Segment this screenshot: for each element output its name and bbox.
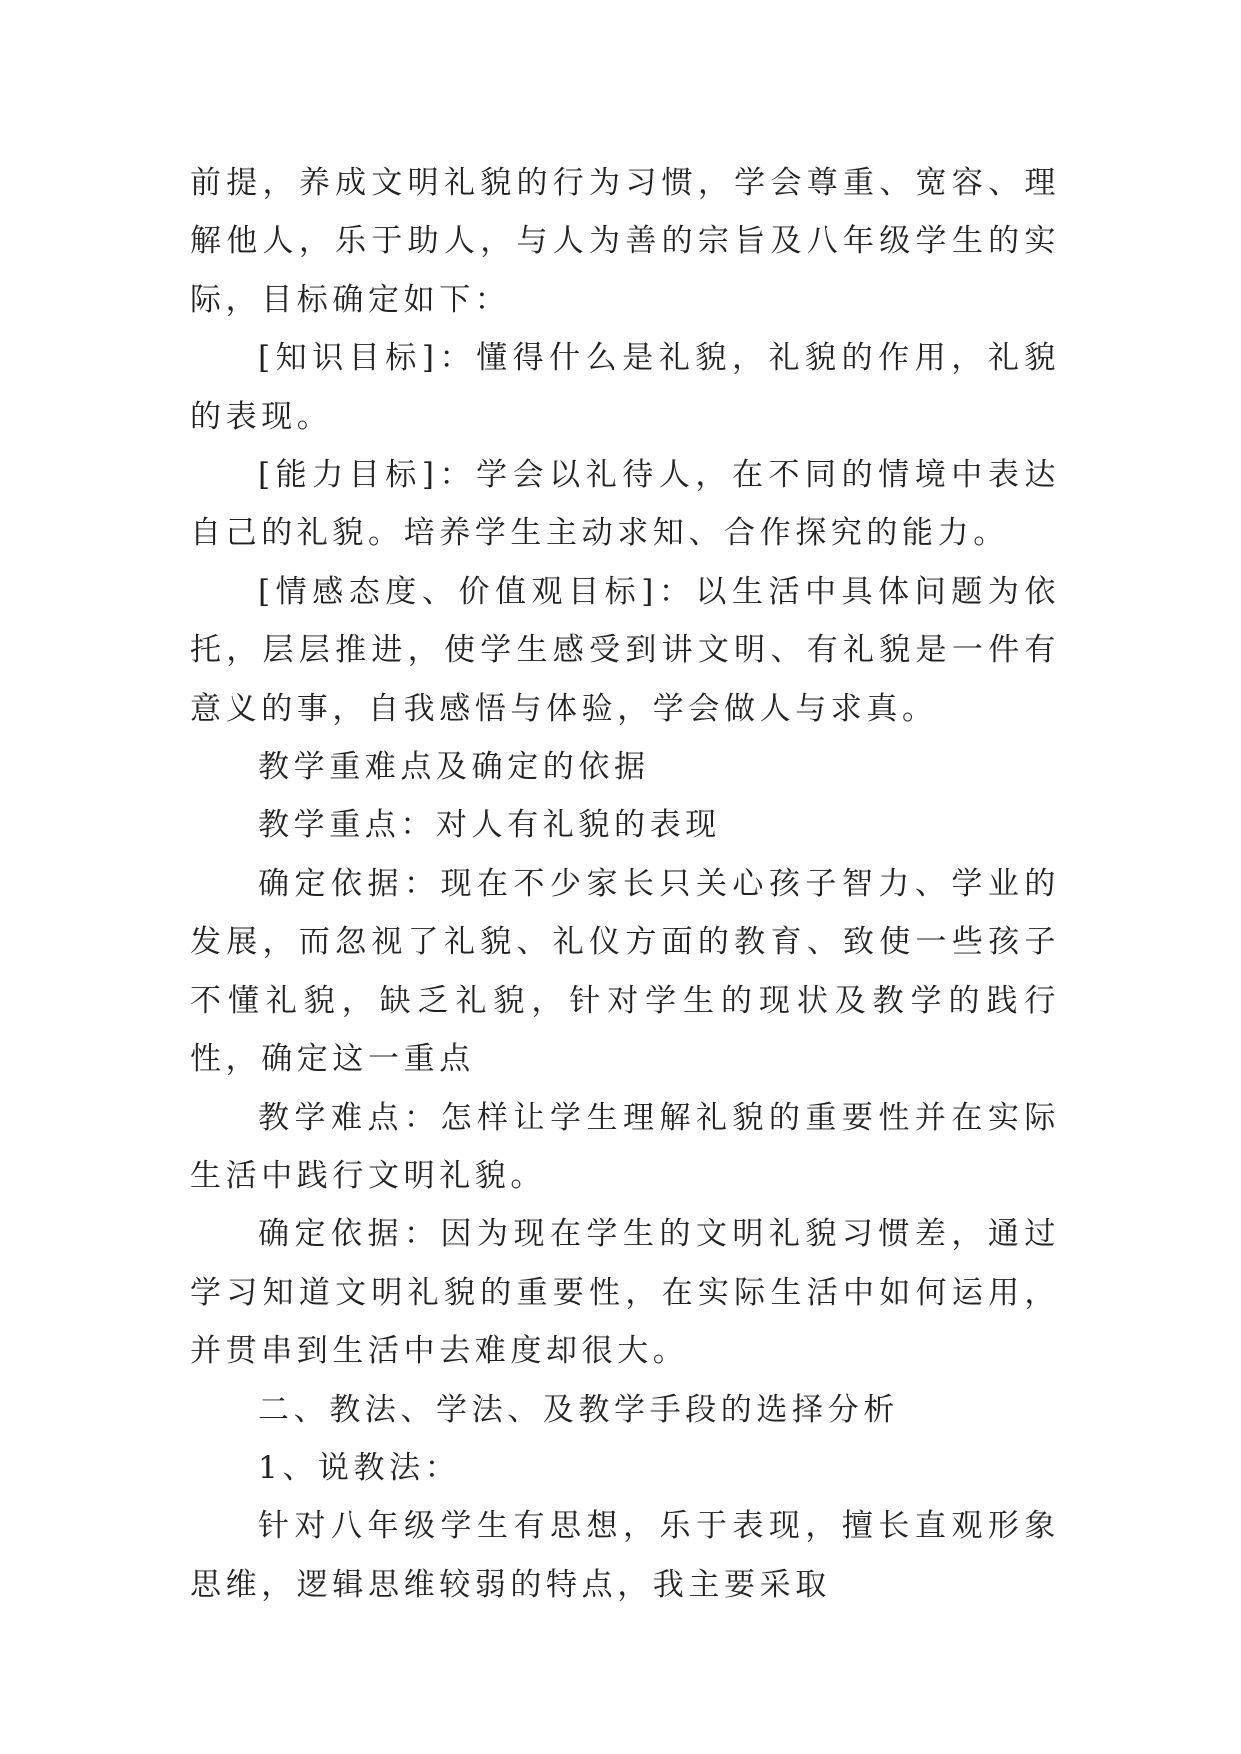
sub-heading: 1、说教法： xyxy=(258,1449,461,1486)
paragraph: 针对八年级学生有思想，乐于表现，擅长直观形象思维，逻辑思维较弱的特点，我主要采取 xyxy=(190,1508,1060,1603)
paragraph: 前提，养成文明礼貌的行为习惯，学会尊重、宽容、理解他人，乐于助人，与人为善的宗旨及八年级学生的实际，目标确定如下： xyxy=(190,165,1060,318)
paragraph: 教学难点：怎样让学生理解礼貌的重要性并在实际生活中践行文明礼貌。 xyxy=(190,1099,1060,1194)
section-heading: 二、教法、学法、及教学手段的选择分析 xyxy=(258,1391,899,1428)
paragraph: [知识目标]：懂得什么是礼貌，礼貌的作用，礼貌的表现。 xyxy=(190,340,1060,435)
document-body xyxy=(190,154,1060,1614)
paragraph: 确定依据：因为现在学生的文明礼貌习惯差，通过学习知道文明礼貌的重要性，在实际生活中如何运用，并贯串到生活中去难度却很大。 xyxy=(190,1216,1060,1370)
paragraph: [能力目标]：学会以礼待人，在不同的情境中表达自己的礼貌。培养学生主动求知、合作探究的能力。 xyxy=(190,457,1060,552)
section-heading: 教学重难点及确定的依据 xyxy=(258,749,650,786)
paragraph: [情感态度、价值观目标]：以生活中具体问题为依托，层层推进，使学生感受到讲文明、有礼貌是一件有意义的事，自我感悟与体验，学会做人与求真。 xyxy=(190,573,1060,727)
paragraph: 确定依据：现在不少家长只关心孩子智力、学业的发展，而忽视了礼貌、礼仪方面的教育、致使一些孩子不懂礼貌，缺乏礼貌，针对学生的现状及教学的践行性，确定这一重点 xyxy=(190,865,1060,1078)
paragraph: 教学重点：对人有礼貌的表现 xyxy=(258,807,721,844)
